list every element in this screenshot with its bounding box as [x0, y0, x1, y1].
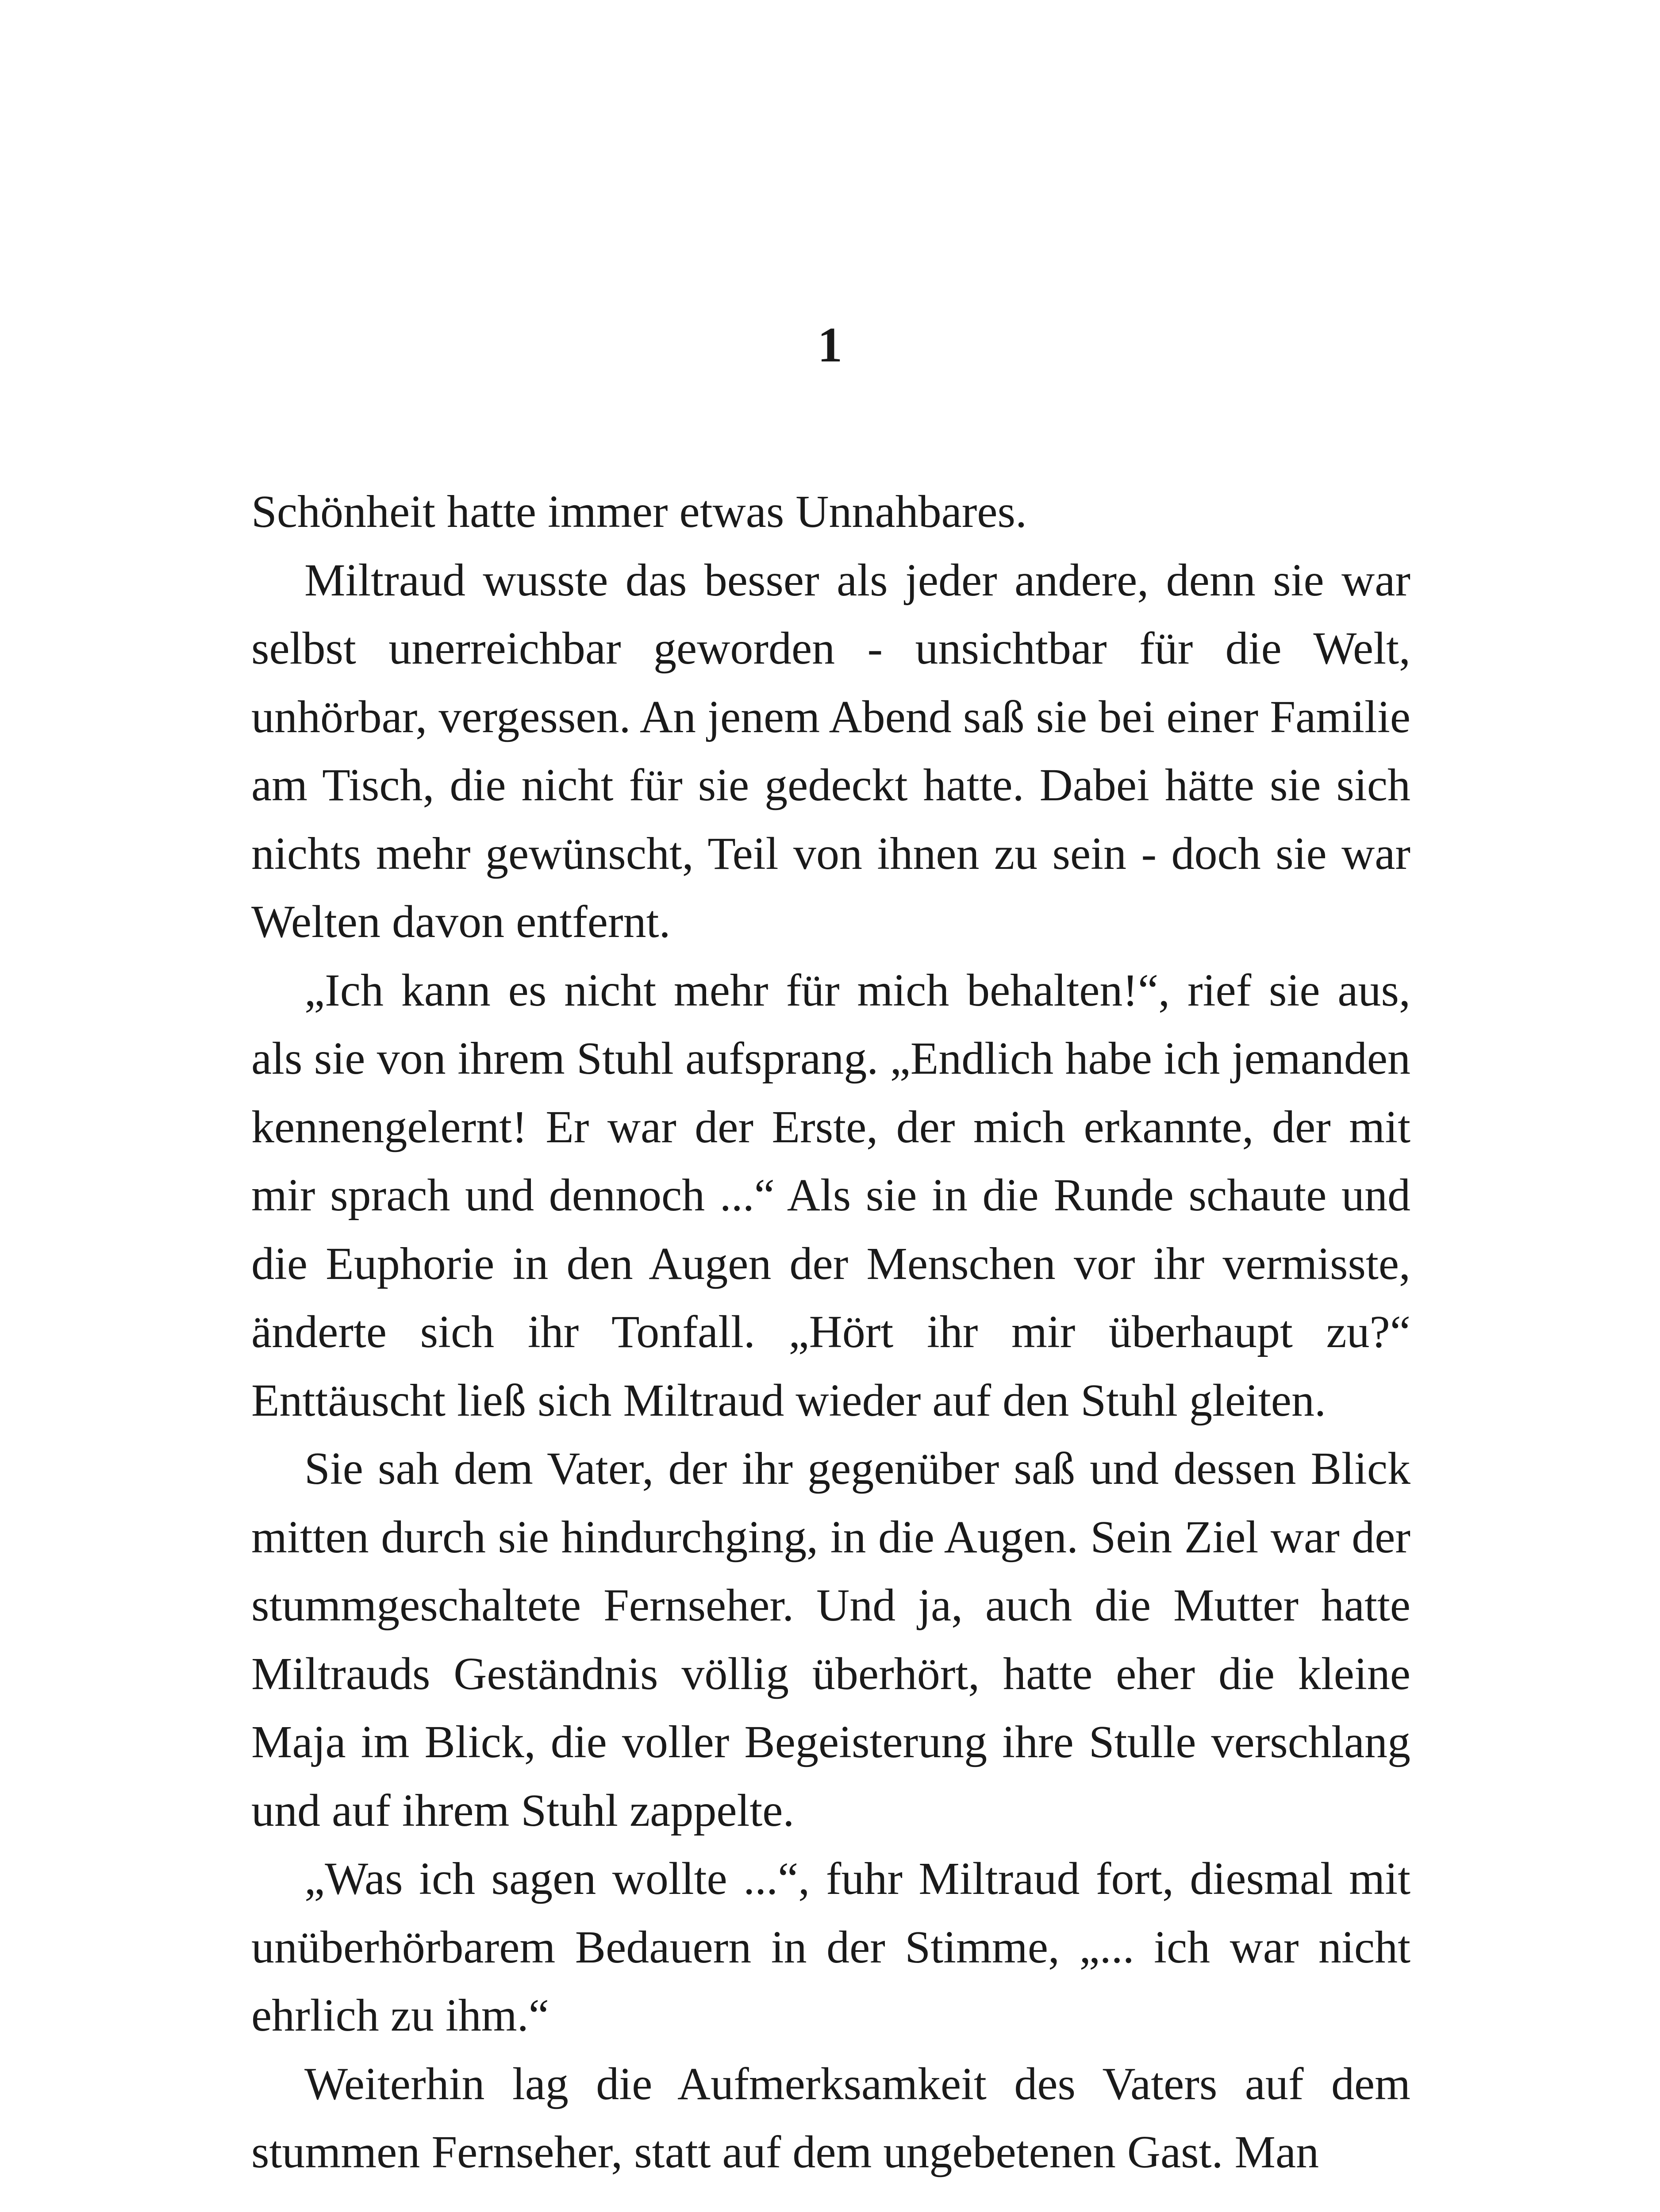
paragraph-3: „Ich kann es nicht mehr für mich behalten!“, rief sie aus, als sie von ihrem Stuhl aufsprang. „Endlich habe ich jemanden kennengelernt! Er war der Erste, der mich erkannte, der mit mir sprach und dennoch ...“ Als sie in die Runde schaute und die Euphorie in den Augen der Menschen vor ihr vermisste, änderte sich ihr Tonfall. „Hört ihr mir überhaupt zu?“ Enttäuscht ließ sich Miltraud wieder auf den Stuhl gleiten.: [251, 964, 1410, 1426]
paragraph-1: Schönheit hatte immer etwas Unnahbares.: [251, 486, 1027, 537]
paragraph-6: Weiterhin lag die Aufmerksamkeit des Vaters auf dem stummen Fernseher, statt auf dem ungebetenen Gast. Man: [251, 2058, 1410, 2177]
chapter-body: [251, 478, 1410, 2187]
paragraph-2: Miltraud wusste das besser als jeder andere, denn sie war selbst unerreichbar geworden - unsichtbar für die Welt, unhörbar, vergessen. An jenem Abend saß sie bei einer Familie am Tisch, die nicht für sie gedeckt hatte. Dabei hätte sie sich nichts mehr gewünscht, Teil von ihnen zu sein - doch sie war Welten davon entfernt.: [251, 554, 1410, 947]
paragraph-5: „Was ich sagen wollte ...“, fuhr Miltraud fort, diesmal mit unüberhörbarem Bedauern in der Stimme, „... ich war nicht ehrlich zu ihm.“: [251, 1853, 1410, 2041]
chapter-number: 1: [818, 318, 842, 373]
paragraph-4: Sie sah dem Vater, der ihr gegenüber saß und dessen Blick mitten durch sie hindurchging, in die Augen. Sein Ziel war der stummgeschaltete Fernseher. Und ja, auch die Mutter hatte Miltrauds Geständnis völlig überhört, hatte eher die kleine Maja im Blick, die voller Begeisterung ihre Stulle verschlang und auf ihrem Stuhl zappelte.: [251, 1443, 1410, 1836]
